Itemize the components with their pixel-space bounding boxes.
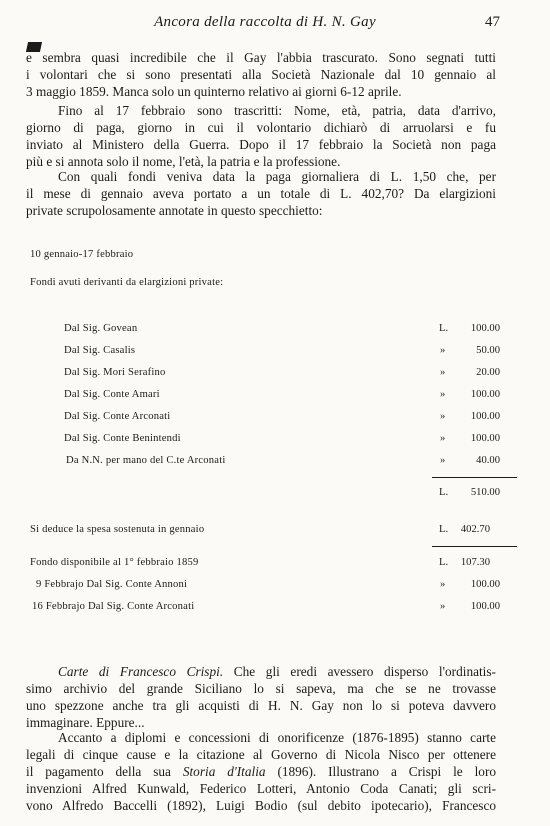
text-line: Accanto a diplomi e concessioni di onorificenze (1876-1895) stanno carte: [58, 730, 496, 745]
later-donation-currency: »: [440, 601, 446, 612]
available-amount: 107.30: [460, 557, 490, 568]
intro-paragraph: [26, 49, 496, 100]
sum-rule: [432, 477, 517, 478]
donation-name: Da N.N. per mano del C.te Arconati: [66, 455, 226, 466]
donation-amount: 50.00: [476, 345, 500, 356]
text-line: Fino al 17 febbraio sono trascritti: Nome, età, patria, data d'arrivo,: [58, 103, 496, 118]
deduction-label: Si deduce la spesa sostenuta in gennaio: [30, 524, 205, 535]
text-line: uno spezzone anche tra gli acquisti di H. N. Gay non lo si poteva davvero: [26, 698, 496, 713]
text-run: il pagamento della sua: [26, 764, 171, 779]
donation-name: Dal Sig. Conte Arconati: [64, 411, 171, 422]
final-paragraph: [26, 729, 496, 814]
donation-name: Dal Sig. Conte Benintendi: [64, 433, 181, 444]
donation-name: Dal Sig. Govean: [64, 323, 138, 334]
donation-currency: »: [440, 367, 446, 378]
text-line: i volontari che si sono presentati alla Società Nazionale dal 10 gennaio al: [26, 67, 496, 82]
donation-name: Dal Sig. Mori Serafino: [64, 367, 166, 378]
text-line: inviato al Ministero della Guerra. Dopo il 17 febbraio la Società non paga: [26, 137, 496, 152]
text-line: [26, 663, 496, 680]
later-donation-currency: »: [440, 579, 446, 590]
text-run: (1896). Illustrano a Crispi le loro: [277, 764, 497, 779]
text-line: legali di cinque cause e la citazione al Governo di Nicola Nisco per ottenere: [26, 747, 496, 762]
donation-currency: »: [440, 345, 446, 356]
total-amount: 510.00: [470, 487, 500, 498]
running-header: [30, 14, 500, 34]
section-title: Carte di Francesco Crispi.: [58, 664, 224, 679]
text-line: Con quali fondi veniva data la paga giornaliera di L. 1,50 che, per: [58, 169, 496, 184]
text-line: 3 maggio 1859. Manca solo un quinterno relativo ai giorni 6-12 aprile.: [26, 84, 402, 99]
donation-currency: »: [440, 389, 446, 400]
text-line: e sembra quasi incredibile che il Gay l'abbia trascurato. Sono segnati tutti: [26, 50, 496, 65]
deduction-amount: 402.70: [460, 524, 490, 535]
paragraph-fondi: [26, 168, 496, 219]
donation-amount: 20.00: [476, 367, 500, 378]
text-line: immaginare. Eppure...: [26, 715, 145, 730]
donation-currency: »: [440, 455, 446, 466]
donation-amount: 40.00: [476, 455, 500, 466]
donation-amount: 100.00: [470, 433, 500, 444]
later-donation-label: 16 Febbrajo Dal Sig. Conte Arconati: [32, 601, 195, 612]
book-title: Storia d'Italia: [182, 764, 266, 779]
available-currency: L.: [439, 557, 449, 568]
later-donation-amount: 100.00: [470, 579, 500, 590]
donation-currency: »: [440, 411, 446, 422]
text-run: Che gli eredi avessero disperso l'ordinatis-: [233, 664, 496, 679]
ledger-period: 10 gennaio-17 febbraio: [30, 249, 134, 260]
page-number: 47: [485, 14, 500, 30]
donation-name: Dal Sig. Conte Amari: [64, 389, 160, 400]
donation-amount: 100.00: [470, 323, 500, 334]
available-label: Fondo disponibile al 1° febbraio 1859: [30, 557, 199, 568]
text-line: simo archivio del grande Siciliano lo si sapeva, ma che se ne trovasse: [26, 681, 496, 696]
donation-amount: 100.00: [470, 389, 500, 400]
donation-currency: »: [440, 433, 446, 444]
text-line: invenzioni Alfred Kunwald, Federico Lotteri, Antonio Coda Canati; gli scri-: [26, 781, 496, 796]
total-currency: L.: [439, 487, 449, 498]
difference-rule: [432, 546, 517, 547]
later-donation-label: 9 Febbrajo Dal Sig. Conte Annoni: [36, 579, 188, 590]
text-line: più e si annota solo il nome, l'età, la patria e la professione.: [26, 154, 341, 169]
donation-currency: L.: [439, 323, 449, 334]
text-line: vono Alfredo Baccelli (1892), Luigi Bodio (sul debito ipotecario), Francesco: [26, 798, 496, 813]
donation-amount: 100.00: [470, 411, 500, 422]
running-title: Ancora della raccolta di H. N. Gay: [154, 14, 376, 30]
donation-name: Dal Sig. Casalis: [64, 345, 136, 356]
later-donation-amount: 100.00: [470, 601, 500, 612]
text-line: il mese di gennaio aveva portato a un totale di L. 402,70? Da elargizioni: [26, 186, 496, 201]
paragraph-fino: [26, 102, 496, 170]
crispi-paragraph: [26, 663, 496, 731]
text-line: giorno di paga, giorno in cui il volontario dichiarò di arruolarsi e fu: [26, 120, 496, 135]
ledger-heading: Fondi avuti derivanti da elargizioni private:: [30, 277, 224, 288]
text-line: private scrupolosamente annotate in questo specchietto:: [26, 203, 323, 218]
text-line: [26, 763, 496, 780]
deduction-currency: L.: [439, 524, 449, 535]
